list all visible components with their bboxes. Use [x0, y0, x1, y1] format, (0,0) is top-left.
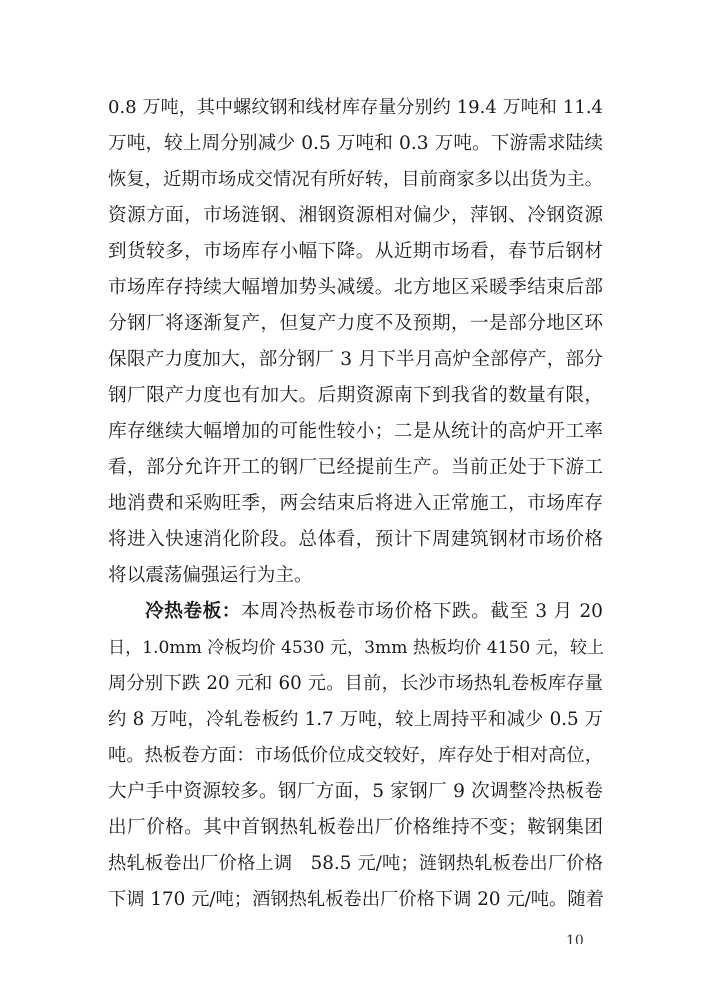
paragraph-line: 万吨，较上周分别减少 0.5 万吨和 0.3 万吨。下游需求陆续	[108, 133, 603, 154]
paragraph-line: 保限产力度加大，部分钢厂 3 月下半月高炉全部停产，部分	[108, 349, 603, 370]
paragraph-line: 看，部分允许开工的钢厂已经提前生产。当前正处于下游工	[108, 457, 603, 478]
paragraph-line: 钢厂限产力度也有加大。后期资源南下到我省的数量有限，	[108, 385, 603, 406]
paragraph-line: 分钢厂将逐渐复产，但复产力度不及预期，一是部分地区环	[108, 313, 603, 334]
paragraph-line: 大户手中资源较多。钢厂方面，5 家钢厂 9 次调整冷热板卷	[108, 781, 603, 802]
paragraph-line: 将以震荡偏强运行为主。	[108, 565, 313, 586]
paragraph-line: 资源方面，市场涟钢、湘钢资源相对偏少，萍钢、冷钢资源	[108, 205, 603, 226]
paragraph-line: 恢复，近期市场成交情况有所好转，目前商家多以出货为主。	[108, 169, 603, 190]
paragraph-line: 库存继续大幅增加的可能性较小；二是从统计的高炉开工率	[108, 421, 603, 442]
paragraph-line: 下调 170 元/吨；酒钢热轧板卷出厂价格下调 20 元/吨。随着	[108, 889, 604, 910]
paragraph-line: 日，1.0mm 冷板均价 4530 元，3mm 热板均价 4150 元，较上	[108, 638, 605, 658]
paragraph-line: 市场库存持续大幅增加势头减缓。北方地区采暖季结束后部	[108, 277, 603, 298]
section-first-line-text: 本周冷热板卷市场价格下跌。截至 3 月 20	[240, 601, 603, 622]
section-heading: 冷热卷板：	[145, 601, 241, 622]
paragraph-line: 出厂价格。其中首钢热轧板卷出厂价格维持不变；鞍钢集团	[108, 817, 603, 838]
paragraph-line: 吨。热板卷方面：市场低价位成交较好，库存处于相对高位，	[108, 745, 603, 766]
paragraph-line: 约 8 万吨，冷轧卷板约 1.7 万吨，较上周持平和减少 0.5 万	[108, 709, 603, 730]
paragraph-line: 周分别下跌 20 元和 60 元。目前，长沙市场热轧卷板库存量	[108, 673, 603, 694]
paragraph-line: 地消费和采购旺季，两会结束后将进入正常施工，市场库存	[108, 493, 603, 514]
section-first-line	[145, 594, 603, 630]
paragraph-line: 0.8 万吨，其中螺纹钢和线材库存量分别约 19.4 万吨和 11.4	[108, 97, 603, 118]
paragraph-line: 将进入快速消化阶段。总体看，预计下周建筑钢材市场价格	[108, 529, 603, 550]
page-number: 10	[566, 934, 584, 944]
paragraph-line: 热轧板卷出厂价格上调 58.5 元/吨；涟钢热轧板卷出厂价格	[108, 853, 603, 874]
paragraph-line: 到货较多，市场库存小幅下降。从近期市场看，春节后钢材	[108, 241, 603, 262]
